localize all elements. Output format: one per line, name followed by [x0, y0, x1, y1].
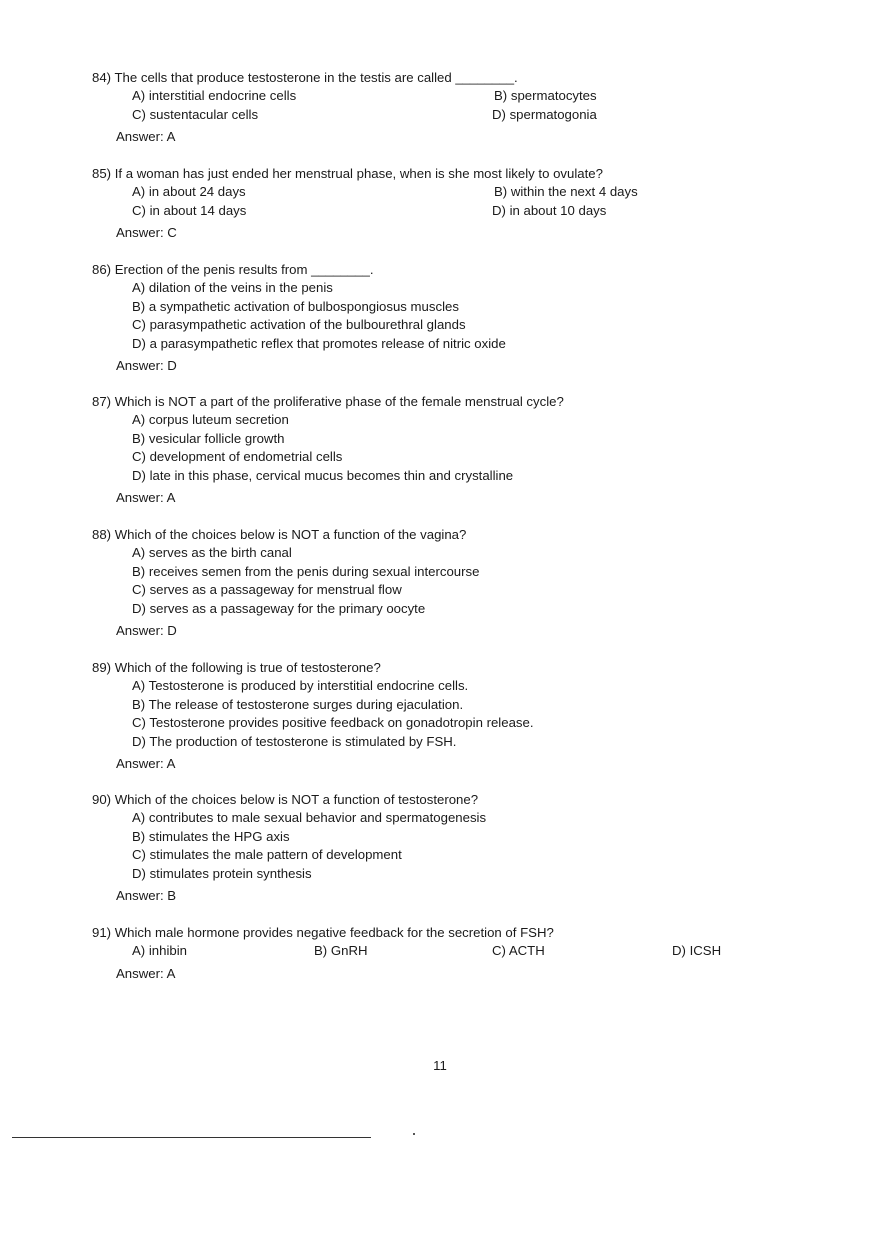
option-row [92, 87, 792, 106]
option-a: A) in about 24 days [132, 184, 246, 199]
option-text: C) development of endometrial cells [132, 449, 343, 464]
answer: Answer: A [116, 490, 176, 505]
question-stem: 90) Which of the choices below is NOT a function of testosterone? [92, 792, 479, 807]
option-b [92, 298, 792, 317]
option-text: C) serves as a passageway for menstrual flow [132, 582, 402, 597]
answer: Answer: D [116, 623, 177, 638]
option-text: D) The production of testosterone is stimulated by FSH. [132, 733, 457, 749]
option-text: B) stimulates the HPG axis [132, 828, 290, 844]
option-row [92, 106, 792, 125]
answer: Answer: A [116, 129, 176, 144]
option-text: D) stimulates protein synthesis [132, 865, 312, 881]
option-row [92, 183, 792, 202]
option-text: C) parasympathetic activation of the bulbourethral glands [132, 317, 466, 332]
option-d [92, 600, 792, 619]
option-c: C) in about 14 days [132, 202, 247, 218]
option-text: A) dilation of the veins in the penis [132, 280, 333, 295]
answer: Answer: C [116, 225, 177, 240]
option-text: A) serves as the birth canal [132, 545, 292, 560]
option-a: A) inhibin [132, 943, 187, 958]
option-b [92, 563, 792, 582]
option-d: D) spermatogonia [492, 106, 597, 122]
option-b [92, 430, 792, 449]
question-87 [92, 393, 792, 507]
question-stem: 85) If a woman has just ended her menstrual phase, when is she most likely to ovulate? [92, 166, 603, 181]
option-text: D) a parasympathetic reflex that promotes release of nitric oxide [132, 335, 506, 351]
question-stem: 88) Which of the choices below is NOT a function of the vagina? [92, 527, 467, 542]
option-text: D) serves as a passageway for the primary oocyte [132, 600, 426, 616]
option-text: A) corpus luteum secretion [132, 412, 289, 427]
option-b: B) GnRH [314, 943, 368, 958]
option-text: D) late in this phase, cervical mucus becomes thin and crystalline [132, 467, 514, 483]
question-stem: 86) Erection of the penis results from ________. [92, 262, 374, 277]
option-a [92, 677, 792, 696]
option-c [92, 846, 792, 865]
option-b [92, 828, 792, 847]
question-stem: 87) Which is NOT a part of the proliferative phase of the female menstrual cycle? [92, 394, 564, 409]
option-d [92, 467, 792, 486]
option-text: A) contributes to male sexual behavior and spermatogenesis [132, 810, 487, 825]
question-85 [92, 165, 792, 242]
option-text: C) Testosterone provides positive feedback on gonadotropin release. [132, 715, 534, 730]
answer: Answer: A [116, 965, 176, 981]
question-84 [92, 69, 792, 146]
option-a [92, 544, 792, 563]
option-d: D) ICSH [672, 943, 722, 958]
option-text: A) Testosterone is produced by interstitial endocrine cells. [132, 678, 469, 693]
option-d [92, 335, 792, 354]
question-91 [92, 924, 792, 983]
option-d [92, 865, 792, 884]
option-row [92, 942, 792, 961]
option-b: B) spermatocytes [494, 88, 597, 103]
option-c: C) sustentacular cells [132, 106, 259, 122]
answer: Answer: D [116, 358, 177, 373]
option-b [92, 696, 792, 715]
option-text: B) The release of testosterone surges during ejaculation. [132, 696, 464, 712]
option-c [92, 714, 792, 733]
question-86 [92, 261, 792, 375]
footer-rule [12, 1137, 371, 1138]
footer-dot [413, 1133, 415, 1135]
option-a [92, 809, 792, 828]
option-a [92, 411, 792, 430]
option-a [92, 279, 792, 298]
option-text: B) vesicular follicle growth [132, 430, 285, 446]
option-c: C) ACTH [492, 943, 545, 958]
question-stem: 91) Which male hormone provides negative feedback for the secretion of FSH? [92, 925, 554, 940]
option-text: B) receives semen from the penis during sexual intercourse [132, 563, 480, 579]
option-c [92, 581, 792, 600]
option-c [92, 448, 792, 467]
question-stem: 84) The cells that produce testosterone in the testis are called ________. [92, 70, 518, 85]
option-text: B) a sympathetic activation of bulbospongiosus muscles [132, 298, 459, 314]
answer: Answer: A [116, 756, 176, 771]
option-row [92, 202, 792, 221]
option-a: A) interstitial endocrine cells [132, 88, 297, 103]
option-d: D) in about 10 days [492, 202, 607, 218]
question-88 [92, 526, 792, 640]
option-d [92, 733, 792, 752]
option-c [92, 316, 792, 335]
page-number: 11 [433, 1058, 447, 1073]
answer: Answer: B [116, 888, 177, 903]
question-stem: 89) Which of the following is true of testosterone? [92, 660, 381, 675]
question-89 [92, 659, 792, 773]
option-b: B) within the next 4 days [494, 184, 638, 199]
option-text: C) stimulates the male pattern of development [132, 847, 402, 862]
question-90 [92, 791, 792, 905]
